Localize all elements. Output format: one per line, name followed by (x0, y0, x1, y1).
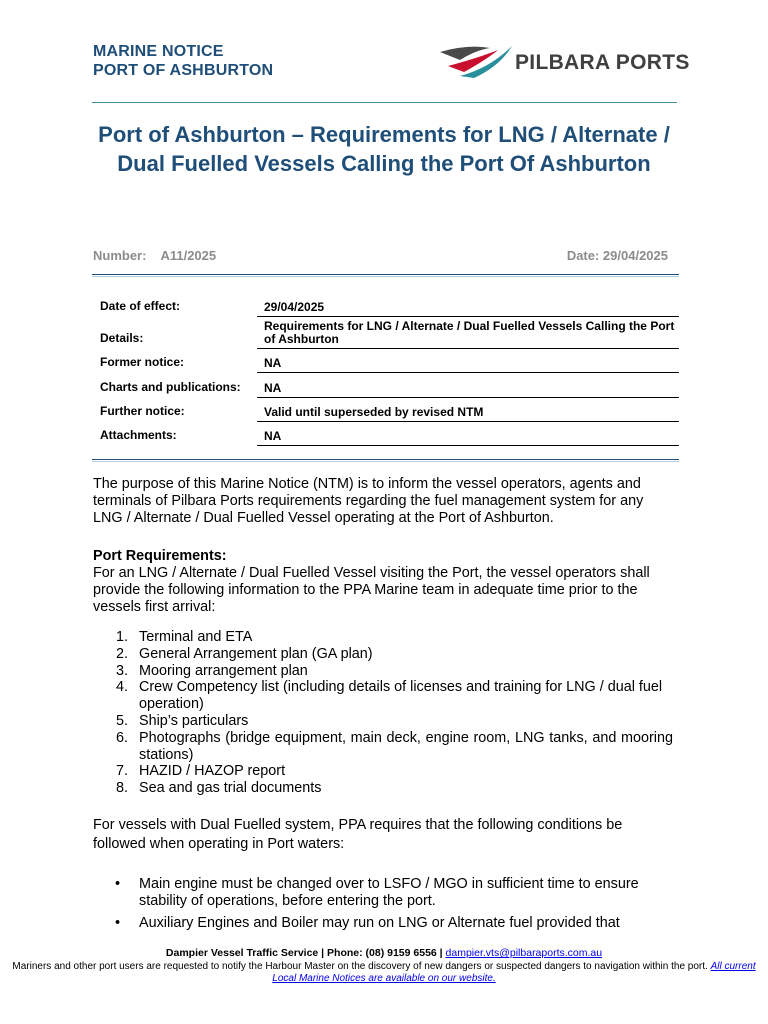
table-row (100, 349, 679, 373)
dual-fuel-paragraph: For vessels with Dual Fuelled system, PPA requires that the following conditions be followed when operating in Port waters: (93, 817, 623, 852)
item-text: Photographs (bridge equipment, main deck, engine room, LNG tanks, and mooring stations) (139, 729, 673, 763)
item-number: 7. (116, 763, 129, 780)
list-item (93, 663, 673, 680)
item-text: Sea and gas trial documents (139, 780, 322, 797)
item-text: Ship’s particulars (139, 712, 249, 729)
logo-swoosh-icon (438, 38, 514, 80)
item-text: General Arrangement plan (GA plan) (139, 645, 373, 662)
list-item (93, 763, 673, 780)
requirements-heading: Port Requirements: (93, 548, 227, 564)
notice-date: Date: 29/04/2025 (566, 248, 668, 263)
row-value: NA (257, 357, 679, 373)
list-item (93, 713, 673, 730)
bullet-text: Main engine must be changed over to LSFO / MGO in sufficient time to ensure stability of operations, before entering the port. (139, 876, 639, 909)
divider (92, 274, 679, 275)
row-value: Valid until superseded by revised NTM (257, 406, 679, 422)
footer-contact-text: Dampier Vessel Traffic Service | Phone: (08) 9159 6556 | (165, 947, 443, 959)
row-label: Charts and publications: (100, 380, 241, 394)
vts-email-link[interactable]: dampier.vts@pilbaraports.com.au (445, 947, 603, 959)
number-label: Number: (93, 248, 147, 263)
marine-notices-link[interactable]: All current Local Marine Notices are available on our website. (272, 961, 756, 984)
divider (92, 276, 679, 277)
requirements-section (93, 548, 673, 616)
details-table (100, 293, 679, 446)
list-item (93, 679, 673, 713)
list-item (93, 876, 673, 910)
page-title: Port of Ashburton – Requirements for LNG / Alternate / Dual Fuelled Vessels Calling the Port Of Ashburton (98, 122, 670, 176)
pilbara-ports-logo (438, 38, 690, 80)
notice-number (93, 248, 216, 263)
row-label: Attachments: (100, 428, 177, 442)
divider (92, 461, 679, 462)
footer-contact (0, 947, 768, 959)
item-text: Terminal and ETA (139, 629, 253, 645)
item-number: 4. (116, 679, 129, 696)
footer-disclaimer (0, 961, 768, 985)
table-row (100, 293, 679, 317)
bullet-text: Auxiliary Engines and Boiler may run on LNG or Alternate fuel provided that (139, 915, 620, 931)
item-number: 8. (116, 780, 129, 797)
row-value: NA (257, 430, 679, 446)
row-label: Former notice: (100, 355, 185, 369)
header-line-2: PORT OF ASHBURTON (93, 62, 274, 79)
table-row (100, 422, 679, 446)
list-item (93, 730, 673, 764)
intro-paragraph: The purpose of this Marine Notice (NTM) is to inform the vessel operators, agents and terminals of Pilbara Ports requirements regarding the fuel management system for any LNG / Alternate / Dual Fuelled Vessel operating at the Port of Ashburton. (93, 476, 644, 526)
dual-fuel-conditions (93, 876, 673, 937)
list-item (93, 780, 673, 797)
bullet-icon: • (115, 915, 121, 931)
requirements-text: For an LNG / Alternate / Dual Fuelled Vessel visiting the Port, the vessel operators shall provide the following information to the PPA Marine team in adequate time prior to the vessels first arrival: (93, 565, 650, 615)
list-item (93, 646, 673, 663)
header-line-1: MARINE NOTICE (93, 43, 224, 60)
item-text: Mooring arrangement plan (139, 662, 308, 679)
number-value: A11/2025 (160, 248, 217, 263)
item-number: 3. (116, 662, 129, 679)
requirements-list (93, 629, 673, 797)
table-row (100, 317, 679, 349)
item-number: 6. (116, 729, 129, 746)
bullet-icon: • (115, 876, 121, 892)
table-row (100, 373, 679, 398)
row-label: Further notice: (100, 404, 185, 418)
row-value: NA (257, 382, 679, 398)
divider (92, 459, 679, 460)
row-value: 29/04/2025 (257, 301, 679, 317)
list-item (93, 915, 673, 932)
item-number: 2. (116, 645, 129, 662)
item-number: 5. (116, 712, 129, 729)
item-text: Crew Competency list (including details of licenses and training for LNG / dual fuel operation) (139, 679, 663, 713)
item-text: HAZID / HAZOP report (139, 763, 286, 780)
notice-header (93, 42, 273, 80)
row-value: Requirements for LNG / Alternate / Dual Fuelled Vessels Calling the Port of Ashburton (257, 320, 679, 349)
footer-disclaimer-text: Mariners and other port users are requested to notify the Harbour Master on the discovery of new dangers or suspected dangers to navigation within the port. (12, 961, 708, 972)
item-number: 1. (116, 629, 129, 645)
list-item (93, 629, 673, 646)
row-label: Date of effect: (100, 299, 181, 313)
header-divider (92, 102, 677, 103)
logo-text: PILBARA PORTS (515, 51, 690, 74)
row-label: Details: (100, 331, 144, 345)
table-row (100, 398, 679, 422)
